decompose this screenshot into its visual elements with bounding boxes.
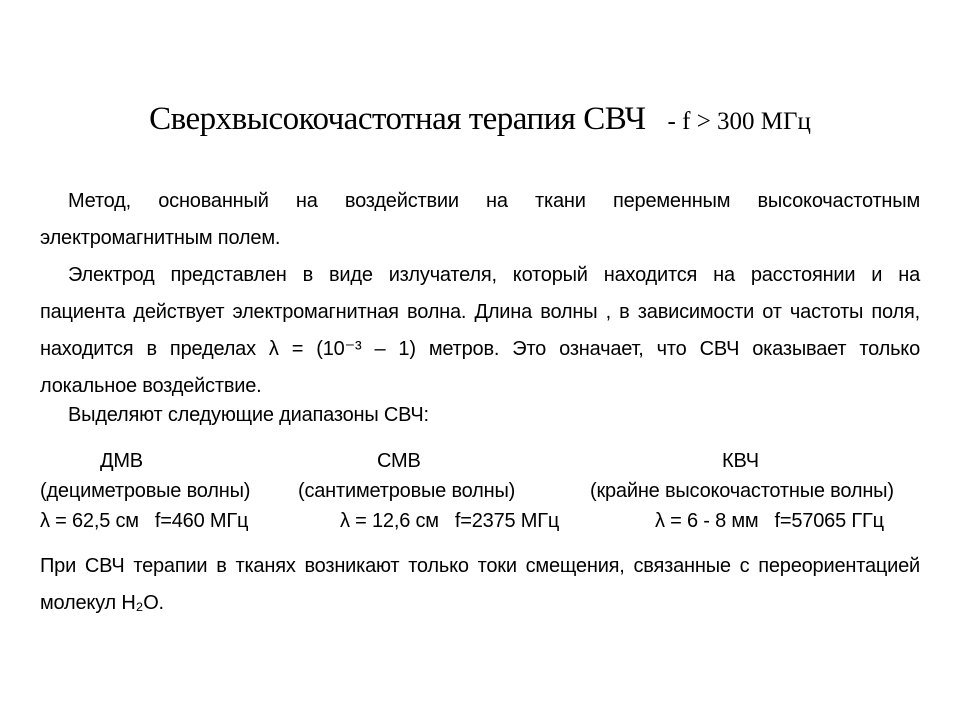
band-parameters-dmv: λ = 62,5 см f=460 МГц [40,510,249,532]
band-description-smv: (сантиметровые волны) [298,480,516,502]
paragraph-line: пациента действует электромагнитная волна. Длина волны , в зависимости от частоты поля, [40,301,920,323]
band-description-kvch: (крайне высокочастотные волны) [590,480,894,502]
band-name-kvch: КВЧ [722,450,759,472]
paragraph-line: Электрод представлен в виде излучателя, который находится на расстоянии и на [68,264,920,286]
band-name-dmv: ДМВ [100,450,143,472]
paragraph-displacement-currents [40,548,920,622]
frequency-bands-table [40,446,920,536]
band-parameters-kvch: λ = 6 - 8 мм f=57065 ГГц [655,510,884,532]
paragraph-method-definition [40,183,920,257]
paragraph-line: молекул H₂O. [40,592,164,614]
band-description-dmv: (дециметровые волны) [40,480,251,502]
paragraph-line: электромагнитным полем. [40,227,281,249]
band-name-smv: СМВ [377,450,421,472]
page-title [0,100,960,138]
paragraph-line: локальное воздействие. [40,375,262,397]
paragraph-line: При СВЧ терапии в тканях возникают только токи смещения, связанные с переориентацией [40,555,920,577]
page-title-frequency-note: - f > 300 МГц [667,108,811,135]
paragraph-line: Метод, основанный на воздействии на ткани переменным высокочастотным [68,190,920,212]
paragraph-bands-intro: Выделяют следующие диапазоны СВЧ: [68,404,429,426]
paragraph-electrode-description [40,257,920,405]
paragraph-line: находится в пределах λ = (10⁻³ – 1) метров. Это означает, что СВЧ оказывает только [40,338,920,360]
page-title-main: Сверхвысокочастотная терапия СВЧ [149,101,646,137]
band-parameters-smv: λ = 12,6 см f=2375 МГц [340,510,560,532]
